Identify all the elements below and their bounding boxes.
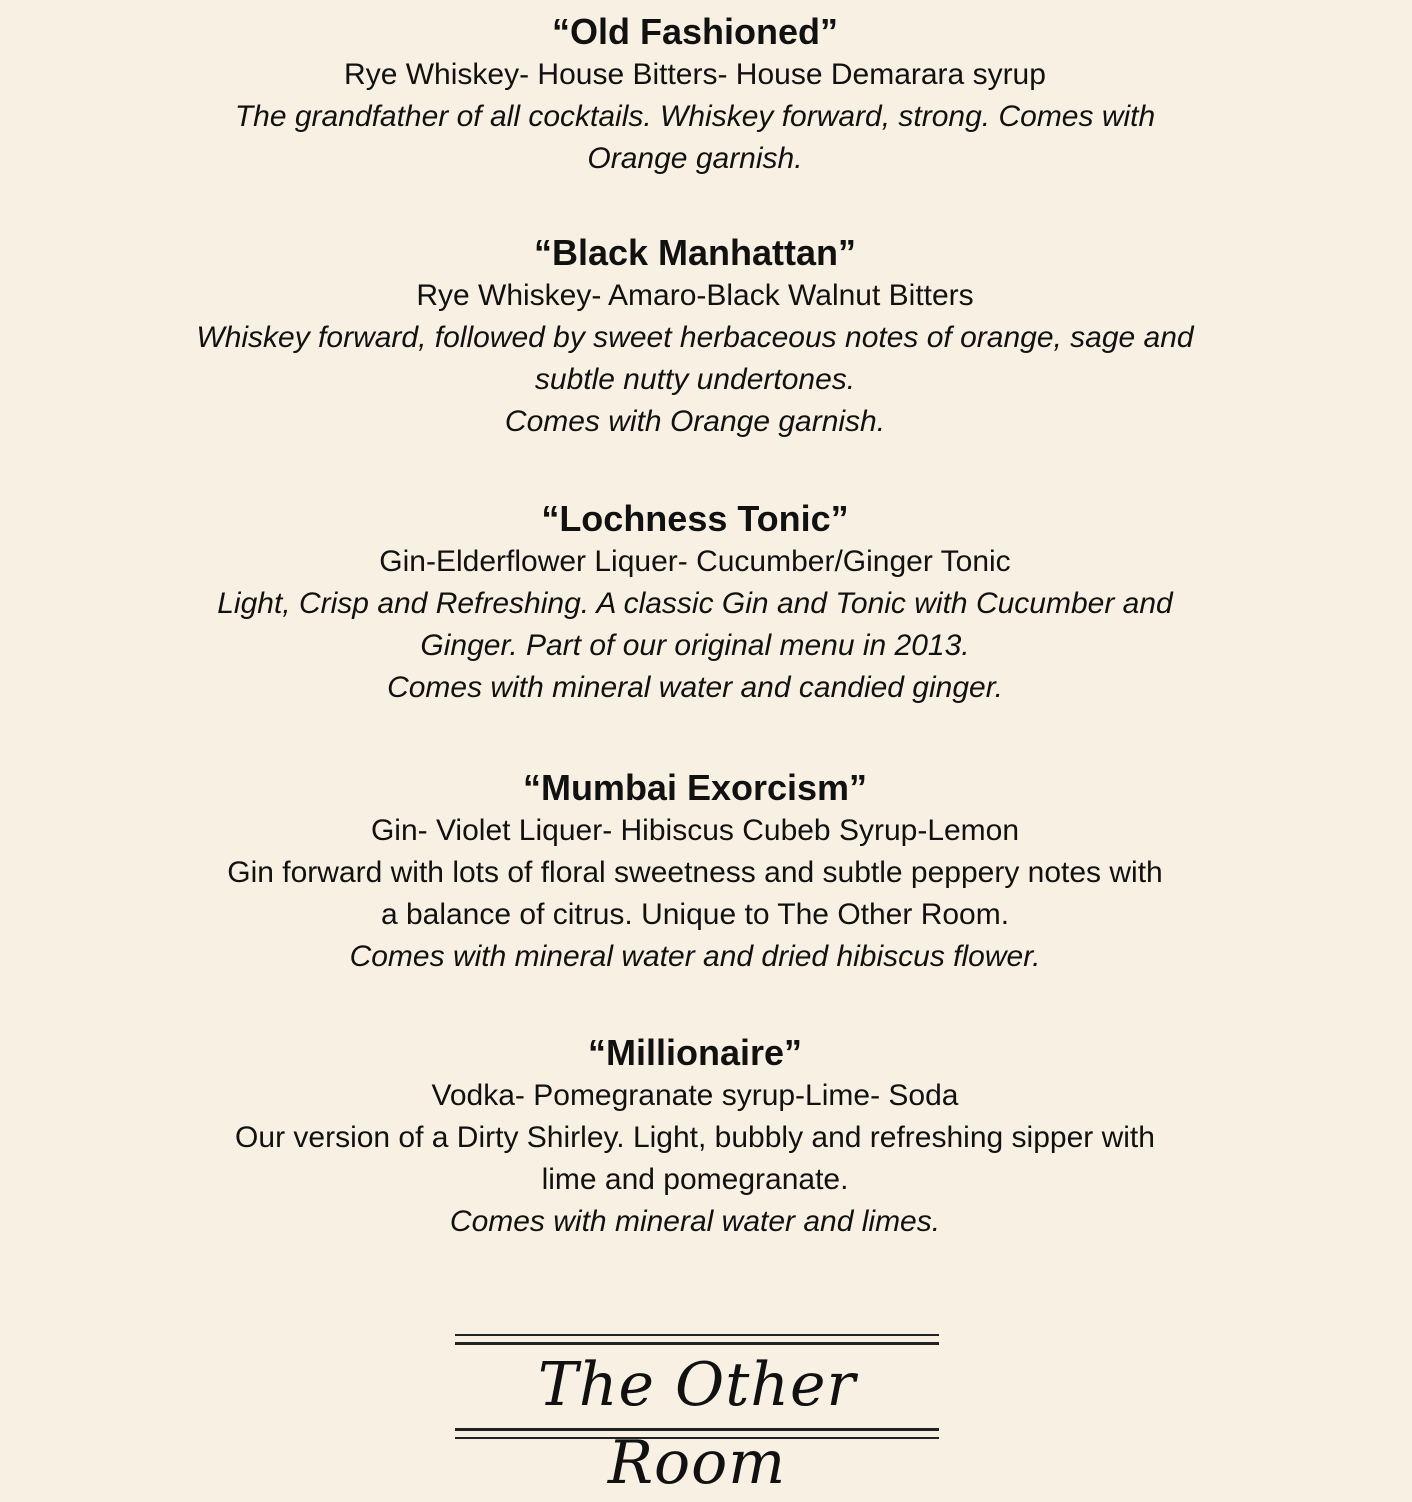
cocktail-ingredients: Rye Whiskey- Amaro-Black Walnut Bitters xyxy=(416,279,974,312)
cocktail-name: “Old Fashioned” xyxy=(551,11,838,52)
cocktail-description-line: Comes with mineral water and dried hibiscus flower. xyxy=(349,940,1041,973)
cocktail-description-line: lime and pomegranate. xyxy=(541,1163,849,1196)
menu-item-lochness-tonic xyxy=(120,497,1270,709)
cocktail-name: “Black Manhattan” xyxy=(533,232,857,273)
menu-item-black-manhattan xyxy=(120,231,1270,443)
menu-item-mumbai-exorcism xyxy=(120,766,1270,978)
cocktail-description-line: Orange garnish. xyxy=(587,142,803,175)
cocktail-description-line: Ginger. Part of our original menu in 2013. xyxy=(420,629,970,662)
cocktail-description-line: The grandfather of all cocktails. Whiskey forward, strong. Comes with xyxy=(234,100,1156,133)
logo-rule-top-thick xyxy=(455,1342,939,1345)
the-other-room-logo xyxy=(455,1330,943,1498)
menu-item-millionaire xyxy=(120,1031,1270,1243)
logo-rule-top-thin xyxy=(455,1334,939,1336)
logo-rule-bottom-thick xyxy=(455,1428,939,1431)
cocktail-ingredients: Vodka- Pomegranate syrup-Lime- Soda xyxy=(431,1079,959,1112)
cocktail-description-line: Comes with mineral water and limes. xyxy=(449,1205,941,1238)
logo-rule-bottom-thin xyxy=(455,1437,939,1439)
cocktail-description-line: Our version of a Dirty Shirley. Light, bubbly and refreshing sipper with xyxy=(235,1121,1155,1154)
cocktail-name: “Lochness Tonic” xyxy=(541,498,849,539)
menu-item-old-fashioned xyxy=(120,10,1270,180)
cocktail-ingredients: Rye Whiskey- House Bitters- House Demarara syrup xyxy=(344,58,1046,91)
cocktail-description-line: subtle nutty undertones. xyxy=(534,363,856,396)
logo-text: The Other Room xyxy=(537,1350,857,1498)
cocktail-description-line: Comes with Orange garnish. xyxy=(504,405,886,438)
cocktail-description-line: a balance of citrus. Unique to The Other Room. xyxy=(380,898,1010,931)
cocktail-name: “Mumbai Exorcism” xyxy=(522,767,868,808)
cocktail-name: “Millionaire” xyxy=(587,1032,803,1073)
cocktail-description-line: Gin forward with lots of floral sweetness and subtle peppery notes with xyxy=(227,856,1163,889)
cocktail-ingredients: Gin-Elderflower Liquer- Cucumber/Ginger Tonic xyxy=(379,545,1011,578)
cocktail-description-line: Whiskey forward, followed by sweet herbaceous notes of orange, sage and xyxy=(196,321,1194,354)
cocktail-description-line: Light, Crisp and Refreshing. A classic Gin and Tonic with Cucumber and xyxy=(217,587,1173,620)
cocktail-description-line: Comes with mineral water and candied ginger. xyxy=(387,671,1003,704)
cocktail-ingredients: Gin- Violet Liquer- Hibiscus Cubeb Syrup-Lemon xyxy=(370,814,1020,847)
